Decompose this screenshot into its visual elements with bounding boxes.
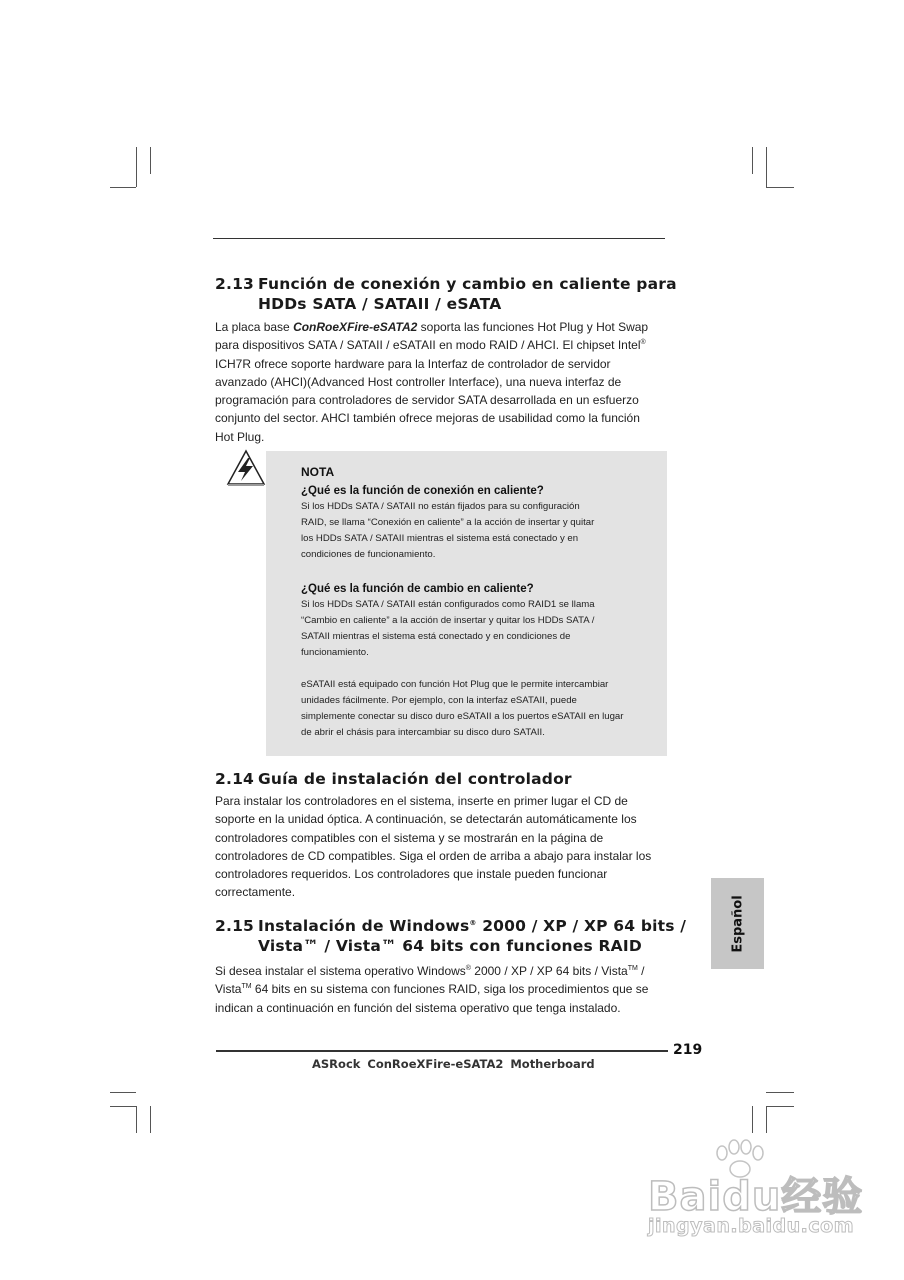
body-line: correctamente. [215, 885, 296, 900]
section-heading-2-15: 2.15 Instalación de Windows® 2000 / XP / XP 64 bits / Vista™ / Vista™ 64 bits con funciones RAID [215, 917, 687, 955]
section-heading-2-13: 2.13 Función de conexión y cambio en caliente para HDDs SATA / SATAII / eSATA [215, 275, 677, 313]
language-side-tab: Español [711, 878, 764, 969]
body-line: La placa base ConRoeXFire-eSATA2 soporta las funciones Hot Plug y Hot Swap [215, 320, 649, 334]
section-body-2-13 [215, 318, 667, 446]
note-line: simplemente conectar su disco duro eSATAII a los puertos eSATAII en lugar [301, 711, 624, 722]
note-box [266, 451, 667, 756]
note-line: condiciones de funcionamiento. [301, 549, 436, 560]
footer-rule [216, 1050, 668, 1052]
note-line: funcionamiento. [301, 647, 369, 658]
note-line: Si los HDDs SATA / SATAII están configurados como RAID1 se llama [301, 599, 595, 610]
body-line: Si desea instalar el sistema operativo Windows® 2000 / XP / XP 64 bits / Vista™ / [215, 964, 645, 978]
note-line: Si los HDDs SATA / SATAII no están fijados para su configuración [301, 501, 580, 512]
body-line: soporte en la unidad óptica. A continuación, se detectarán automáticamente los [215, 812, 637, 827]
note-line: RAID, se llama “Conexión en caliente” a la acción de insertar y quitar [301, 517, 595, 528]
header-rule [213, 238, 665, 239]
body-line: ICH7R ofrece soporte hardware para la Interfaz de controlador de servidor [215, 356, 611, 371]
watermark-url: jingyan.baidu.com [648, 1215, 854, 1237]
note-question-1: ¿Qué es la función de conexión en caliente? [301, 485, 544, 497]
body-line: conjunto del sector. AHCI también ofrece mejoras de usabilidad como la función [215, 411, 640, 426]
watermark-logo: Baidu经验 [648, 1174, 864, 1220]
section-heading-2-14: 2.14 Guía de instalación del controlador [215, 770, 572, 788]
body-line: indican a continuación en función del sistema operativo que tenga instalado. [215, 1000, 621, 1015]
note-line: los HDDs SATA / SATAII mientras el sistema está conectado y en [301, 533, 579, 544]
section-body-2-14 [215, 792, 667, 902]
body-line: controladores compatibles con el sistema y se mostrarán en la página de [215, 830, 604, 845]
note-line: eSATAII está equipado con función Hot Plug que le permite intercambiar [301, 679, 609, 690]
body-line: Para instalar los controladores en el sistema, inserte en primer lugar el CD de [215, 794, 628, 808]
body-line: programación para controladores de servidor SATA desarrollada en un esfuerzo [215, 393, 639, 408]
board-model-name: ConRoeXFire-eSATA2 [293, 320, 418, 334]
warning-lightning-icon [226, 449, 266, 487]
note-line: de abrir el chásis para intercambiar su disco duro SATAII. [301, 727, 545, 738]
page-number: 219 [673, 1042, 703, 1058]
body-line: avanzado (AHCI)(Advanced Host controller Interface), una nueva interfaz de [215, 374, 622, 389]
baidu-watermark [640, 1135, 890, 1245]
body-line: Hot Plug. [215, 429, 265, 444]
body-line: controladores de CD compatibles. Siga el orden de arriba a abajo para instalar los [215, 848, 652, 863]
note-title: NOTA [301, 465, 335, 479]
note-line: SATAII mientras el sistema está conectado y en condiciones de [301, 631, 571, 642]
note-question-2: ¿Qué es la función de cambio en caliente? [301, 583, 534, 595]
note-line: unidades fácilmente. Por ejemplo, con la interfaz eSATAII, puede [301, 695, 577, 706]
body-line: Vista™ 64 bits en su sistema con funciones RAID, siga los procedimientos que se [215, 982, 649, 997]
body-line: para dispositivos SATA / SATAII / eSATAII en modo RAID / AHCI. El chipset Intel® [215, 338, 646, 353]
note-line: “Cambio en caliente” a la acción de insertar y quitar los HDDs SATA / [301, 615, 595, 626]
footer-product-name: ASRock ConRoeXFire-eSATA2 Motherboard [312, 1057, 595, 1071]
body-line: controladores requeridos. Los controladores que instale pueden funcionar [215, 867, 608, 882]
section-body-2-15 [215, 962, 667, 1017]
